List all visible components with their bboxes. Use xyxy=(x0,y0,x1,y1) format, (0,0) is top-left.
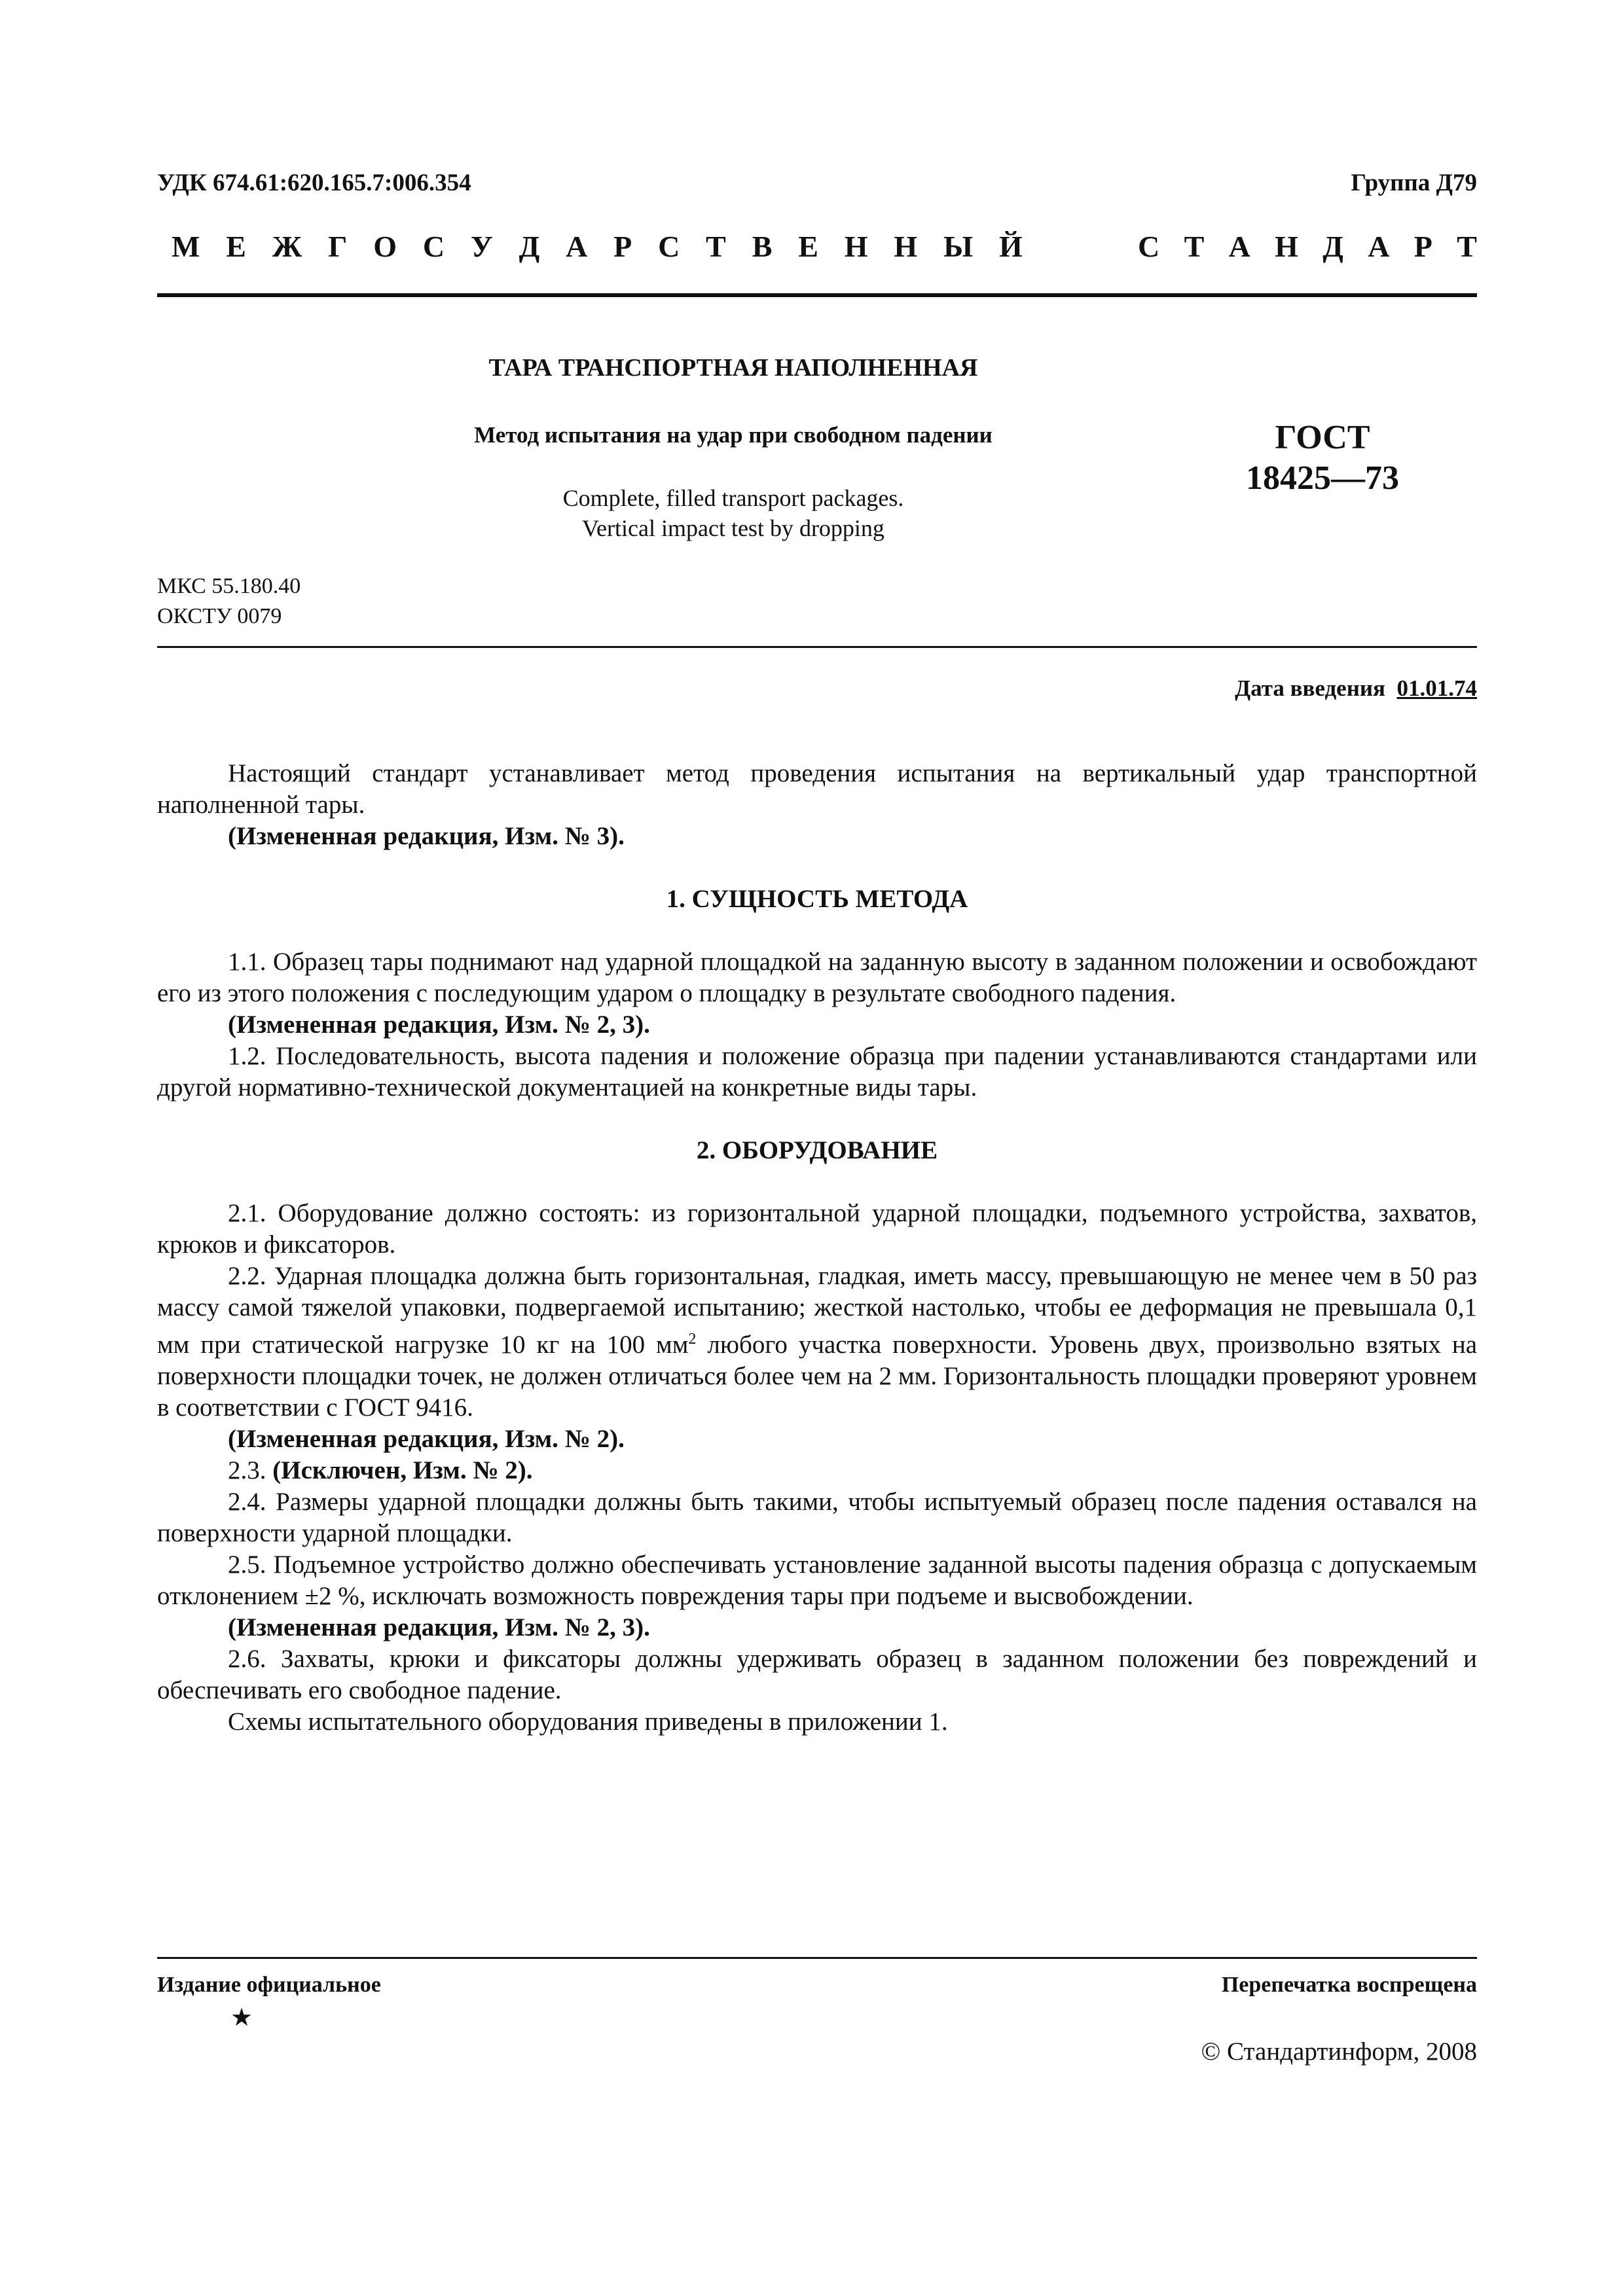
gost-number: 18425—73 xyxy=(1246,459,1399,497)
banner-letter: С xyxy=(1138,230,1160,263)
banner-letter: О xyxy=(373,230,397,263)
banner-letter: Г xyxy=(328,230,348,263)
amendment-note: (Измененная редакция, Изм. № 2, 3). xyxy=(228,1613,650,1641)
document-subtitle: Метод испытания на удар при свободном падении xyxy=(474,422,993,448)
banner-word-standard xyxy=(1138,229,1477,264)
banner-letter: Т xyxy=(1184,230,1205,263)
schemes-reference: Схемы испытательного оборудования приведены в приложении 1. xyxy=(228,1708,948,1736)
english-title-line-1: Complete, filled transport packages. xyxy=(562,485,904,511)
introduction-date xyxy=(1235,675,1477,702)
group-code: Группа Д79 xyxy=(1351,170,1477,196)
banner-letter: Е xyxy=(798,230,818,263)
clause-2-6: 2.6. Захваты, крюки и фиксаторы должны удерживать образец в заданном положении без повреждений и обеспечивать его свободное падение. xyxy=(157,1645,1477,1704)
banner-letter: Й xyxy=(999,230,1023,263)
banner-letter: Н xyxy=(894,230,918,263)
banner-letter: Д xyxy=(519,230,540,263)
clause-2-2-superscript: 2 xyxy=(688,1331,697,1348)
document-body xyxy=(157,758,1477,1738)
clause-1-2: 1.2. Последовательность, высота падения и положение образца при падении устанавливаются стандартами или другой нормативно-технической документацией на конкретные виды тары. xyxy=(157,1042,1477,1102)
introduction-date-label: Дата введения xyxy=(1235,675,1385,701)
banner-letter: Р xyxy=(613,230,632,263)
footer-rule xyxy=(157,1957,1477,1959)
banner-letter: Т xyxy=(706,230,726,263)
star-icon: ★ xyxy=(230,2004,253,2032)
introduction-date-value: 01.01.74 xyxy=(1396,675,1477,701)
banner-letter: Ж xyxy=(272,230,302,263)
banner-letter: Д xyxy=(1322,230,1343,263)
english-title-line-2: Vertical impact test by dropping xyxy=(582,515,884,541)
document-page xyxy=(157,0,1477,2296)
banner-letter: Н xyxy=(844,230,868,263)
document-title: ТАРА ТРАНСПОРТНАЯ НАПОЛНЕННАЯ xyxy=(488,354,978,382)
banner-letter: У xyxy=(470,230,493,263)
udk-code: УДК 674.61:620.165.7:006.354 xyxy=(157,170,471,196)
gost-label: ГОСТ xyxy=(1275,419,1370,456)
mks-code: МКС 55.180.40 xyxy=(157,574,301,598)
banner-letter: Ы xyxy=(943,230,974,263)
section-heading-essence: 1. СУЩНОСТЬ МЕТОДА xyxy=(666,885,968,913)
banner-letter: С xyxy=(422,230,445,263)
clause-2-5: 2.5. Подъемное устройство должно обеспечивать установление заданной высоты падения образца с допускаемым отклонением ±2 %, исключать возможность повреждения тары при подъеме и высвобождении. xyxy=(157,1551,1477,1610)
banner-letter: Е xyxy=(226,230,246,263)
standard-banner xyxy=(172,229,1477,268)
banner-letter: А xyxy=(1228,230,1250,263)
clause-2-3-excluded-note: (Исключен, Изм. № 2). xyxy=(272,1456,533,1484)
okstu-code: ОКСТУ 0079 xyxy=(157,604,282,628)
banner-letter: А xyxy=(566,230,588,263)
amendment-note: (Измененная редакция, Изм. № 2, 3). xyxy=(228,1011,650,1039)
intro-paragraph: Настоящий стандарт устанавливает метод проведения испытания на вертикальный удар транспортной наполненной тары. xyxy=(157,759,1477,819)
clause-1-1: 1.1. Образец тары поднимают над ударной площадкой на заданную высоту в заданном положении и освобождают его из этого положения с последующим ударом о площадку в результате свободного падения. xyxy=(157,948,1477,1007)
section-heading-equipment: 2. ОБОРУДОВАНИЕ xyxy=(696,1136,938,1164)
clause-2-3 xyxy=(157,1455,1477,1486)
clause-2-3-number: 2.3. xyxy=(228,1456,273,1484)
gost-designation xyxy=(1178,418,1467,499)
copyright-notice: © Стандартинформ, 2008 xyxy=(1201,2037,1477,2066)
clause-2-2-text-b: любого участка поверхности. Уровень двух, произвольно взятых на поверхности площадки точек, не должен отличаться более чем на 2 мм. Горизонтальность площадки проверяют уровнем в соответствии с ГОСТ 9416. xyxy=(157,1331,1477,1422)
amendment-note: (Измененная редакция, Изм. № 2). xyxy=(228,1425,625,1453)
amendment-note: (Измененная редакция, Изм. № 3). xyxy=(228,822,625,850)
banner-letter: Р xyxy=(1413,230,1432,263)
official-edition-label: Издание официальное xyxy=(157,1973,381,1997)
header-rule xyxy=(157,293,1477,297)
clause-2-2 xyxy=(157,1261,1477,1424)
banner-letter: А xyxy=(1368,230,1390,263)
banner-word-interstate xyxy=(172,229,1023,264)
clause-2-1: 2.1. Оборудование должно состоять: из горизонтальной ударной площадки, подъемного устройства, захватов, крюков и фиксаторов. xyxy=(157,1199,1477,1259)
banner-letter: С xyxy=(658,230,680,263)
english-title xyxy=(288,483,1178,543)
banner-letter: М xyxy=(172,230,200,263)
banner-letter: В xyxy=(752,230,773,263)
classification-codes xyxy=(157,571,301,632)
banner-letter: Н xyxy=(1275,230,1298,263)
clause-2-4: 2.4. Размеры ударной площадки должны быть такими, чтобы испытуемый образец после падения оставался на поверхности ударной площадки. xyxy=(157,1488,1477,1547)
reprint-prohibited-label: Перепечатка воспрещена xyxy=(1221,1973,1477,1997)
banner-letter: Т xyxy=(1457,230,1477,263)
codes-rule xyxy=(157,646,1477,648)
clause-2-2-text-a: 2.2. Ударная площадка должна быть горизонтальная, гладкая, иметь массу, превышающую не менее чем в 50 раз массу самой тяжелой упаковки, подвергаемой испытанию; жесткой настолько, чтобы ее деформация не превышала 0,1 мм при статической нагрузке 10 кг на 100 мм xyxy=(157,1262,1477,1359)
